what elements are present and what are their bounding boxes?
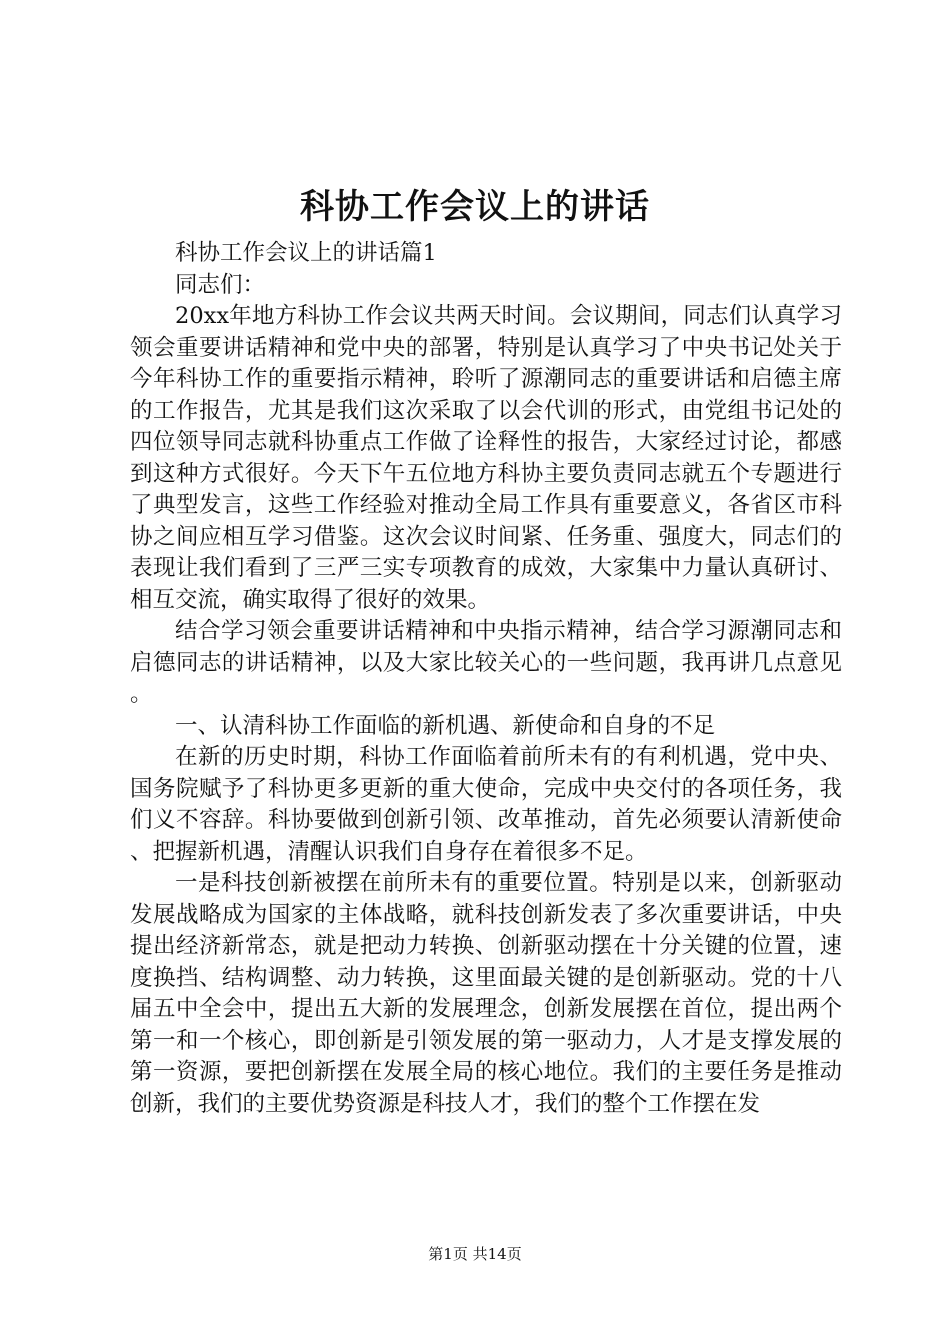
body-paragraph: 在新的历史时期，科协工作面临着前所未有的有利机遇，党中央、国务院赋予了科协更多更新的重大使命，完成中央交付的各项任务，我们义不容辞。科协要做到创新引领、改革推动，首先必须要认清新使命、把握新机遇，清醒认识我们自身存在着很多不足。 xyxy=(130,744,842,865)
body-paragraph: 结合学习领会重要讲话精神和中央指示精神，结合学习源潮同志和启德同志的讲话精神，以及大家比较关心的一些问题，我再讲几点意见。 xyxy=(130,618,842,707)
section-heading: 科协工作会议上的讲话篇1 xyxy=(175,240,437,266)
document-body xyxy=(130,238,842,1120)
salutation: 同志们： xyxy=(175,271,266,298)
body-paragraph: 20xx年地方科协工作会议共两天时间。会议期间，同志们认真学习领会重要讲话精神和党中央的部署，特别是认真学习了中央书记处关于今年科协工作的重要指示精神，聆听了源潮同志的重要讲话和启德主席的工作报告，尤其是我们这次采取了以会代训的形式，由党组书记处的四位领导同志就科协重点工作做了诠释性的报告，大家经过讨论，都感到这种方式很好。今天下午五位地方科协主要负责同志就五个专题进行了典型发言，这些工作经验对推动全局工作具有重要意义，各省区市科协之间应相互学习借鉴。这次会议时间紧、任务重、强度大，同志们的表现让我们看到了三严三实专项教育的成效，大家集中力量认真研讨、相互交流，确实取得了很好的效果。 xyxy=(130,303,842,613)
body-paragraph: 一是科技创新被摆在前所未有的重要位置。特别是以来，创新驱动发展战略成为国家的主体战略，就科技创新发表了多次重要讲话，中央提出经济新常态，就是把动力转换、创新驱动摆在十分关键的位置，速度换挡、结构调整、动力转换，这里面最关键的是创新驱动。党的十八届五中全会中，提出五大新的发展理念，创新发展摆在首位，提出两个第一和一个核心，即创新是引领发展的第一驱动力，人才是支撑发展的第一资源，要把创新摆在发展全局的核心地位。我们的主要任务是推动创新，我们的主要优势资源是科技人才，我们的整个工作摆在发 xyxy=(130,870,842,1117)
document-title: 科协工作会议上的讲话 xyxy=(300,187,650,227)
page-footer: 第1页 共14页 xyxy=(428,1245,522,1263)
section-heading: 一、认清科协工作面临的新机遇、新使命和自身的不足 xyxy=(175,712,716,739)
